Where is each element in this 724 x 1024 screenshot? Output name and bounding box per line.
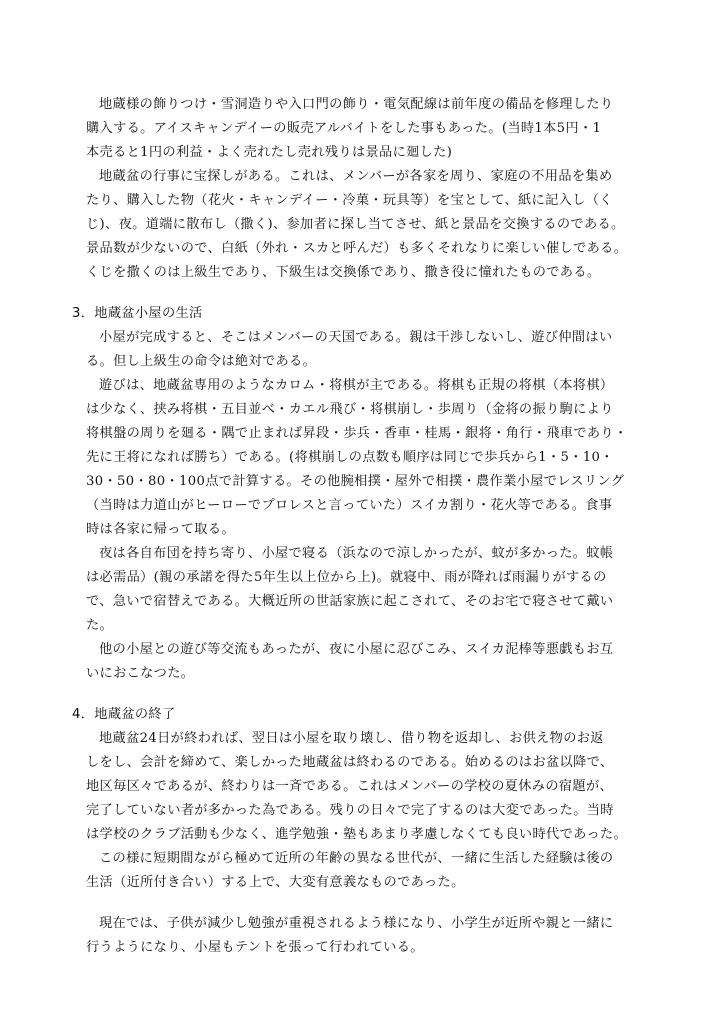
text-line: 小屋が完成すると、そこはメンバーの天国である。親は干渉しないし、遊び仲間はい [99,330,613,345]
text-line: 現在では、子供が減少し勉強が重視されるよう様になり、小学生が近所や親と一緒に [99,916,614,931]
text-line: 完了していない者が多かった為である。残りの日々で完了するのは大変であった。当時 [86,803,614,818]
text-line: 30・50・80・100点で計算する。その他腕相撲・屋外で相撲・農作業小屋でレスリング [86,474,625,489]
text-line: 本売ると1円の利益・よく売れたし売れ残りは景品に廻した) [86,145,453,160]
section-heading: 3．地蔵盆小屋の生活 [72,306,203,321]
text-line: 購入する。アイスキャンデイーの販売アルバイトをした事もあった。(当時1本5円・1 [86,121,602,136]
text-line: 将棋盤の周りを廻る・隅で止まれば昇段・歩兵・香車・桂馬・銀将・角行・飛車であり・ [86,426,628,441]
text-line: は学校のクラブ活動も少なく、進学勉強・塾もあまり孝慮しなくても良い時代であった。 [86,827,628,842]
text-line: た。 [86,618,114,633]
text-line: たり、購入した物（花火・キャンデイー・冷菓・玩具等）を宝として、紙に記入し（く [86,193,613,208]
text-line: この様に短期間ながら極めて近所の年齢の異なる世代が、一緒に生活した経験は後の [99,851,614,866]
text-line: 先に王将になれば勝ち）である。(将棋崩しの点数も順序は同じで歩兵から1・5・10・ [86,450,614,465]
text-line: 景品数が少ないので、白紙（外れ・スカと呼んだ）も多くそれなりに楽しい催しである。 [86,241,628,256]
text-line: 地蔵盆の行事に宝探しがある。これは、メンバーが各家を周り、家庭の不用品を集め [99,169,613,184]
text-line: 地蔵様の飾りつけ・雪洞造りや入口門の飾り・電気配線は前年度の備品を修理したり [99,97,614,112]
text-line: は必需品）(親の承諾を得た5年生以上位から上)。就寝中、雨が降れば雨漏りがするの [86,570,607,585]
text-line: いにおこなつた。 [86,666,195,681]
text-line: で、急いで宿替えである。大概近所の世話家族に起こされて、そのお宅で寝させて戴い [86,594,614,609]
text-line: くじを撒くのは上級生であり、下級生は交換係であり、撒き役に憧れたものである。 [86,265,601,280]
text-line: 地区毎区々であるが、終わりは一斉である。これはメンバーの学校の夏休みの宿題が、 [86,779,614,794]
text-line: 行うようになり、小屋もテントを張って行われている。 [86,940,424,955]
text-line: は少なく、挟み将棋・五目並べ・カエル飛び・将棋崩し・歩周り（金将の振り駒により [86,402,614,417]
text-line: 生活（近所付き合い）する上で、大変有意義なものであった。 [86,875,465,890]
text-line: 遊びは、地蔵盆専用のようなカロム・将棋が主である。将棋も正規の将棋（本将棋） [99,378,614,393]
text-line: 時は各家に帰って取る。 [86,522,235,537]
text-line: る。但し上級生の命令は絶対である。 [86,354,317,369]
text-line: 地蔵盆24日が終われば、翌日は小屋を取り壊し、借り物を返却し、お供え物のお返 [99,731,604,746]
section-heading: 4．地蔵盆の終了 [72,707,176,722]
text-line: じ)、夜。道端に散布し（撒く)、参加者に探し当てさせ、紙と景品を交換するのである。 [86,217,625,232]
text-line: しをし、会計を締めて、楽しかった地蔵盆は終わるのである。始めるのはお盆以降で、 [86,755,614,770]
text-line: （当時は力道山がヒーローでプロレスと言っていた）スイカ割り・花火等である。食事 [86,498,613,513]
text-line: 夜は各自布団を持ち寄り、小屋で寝る（浜なので涼しかったが、蚊が多かった。蚊帳 [99,546,614,561]
text-line: 他の小屋との遊び等交流もあったが、夜に小屋に忍びこみ、スイカ泥棒等悪戯もお互 [99,642,614,657]
